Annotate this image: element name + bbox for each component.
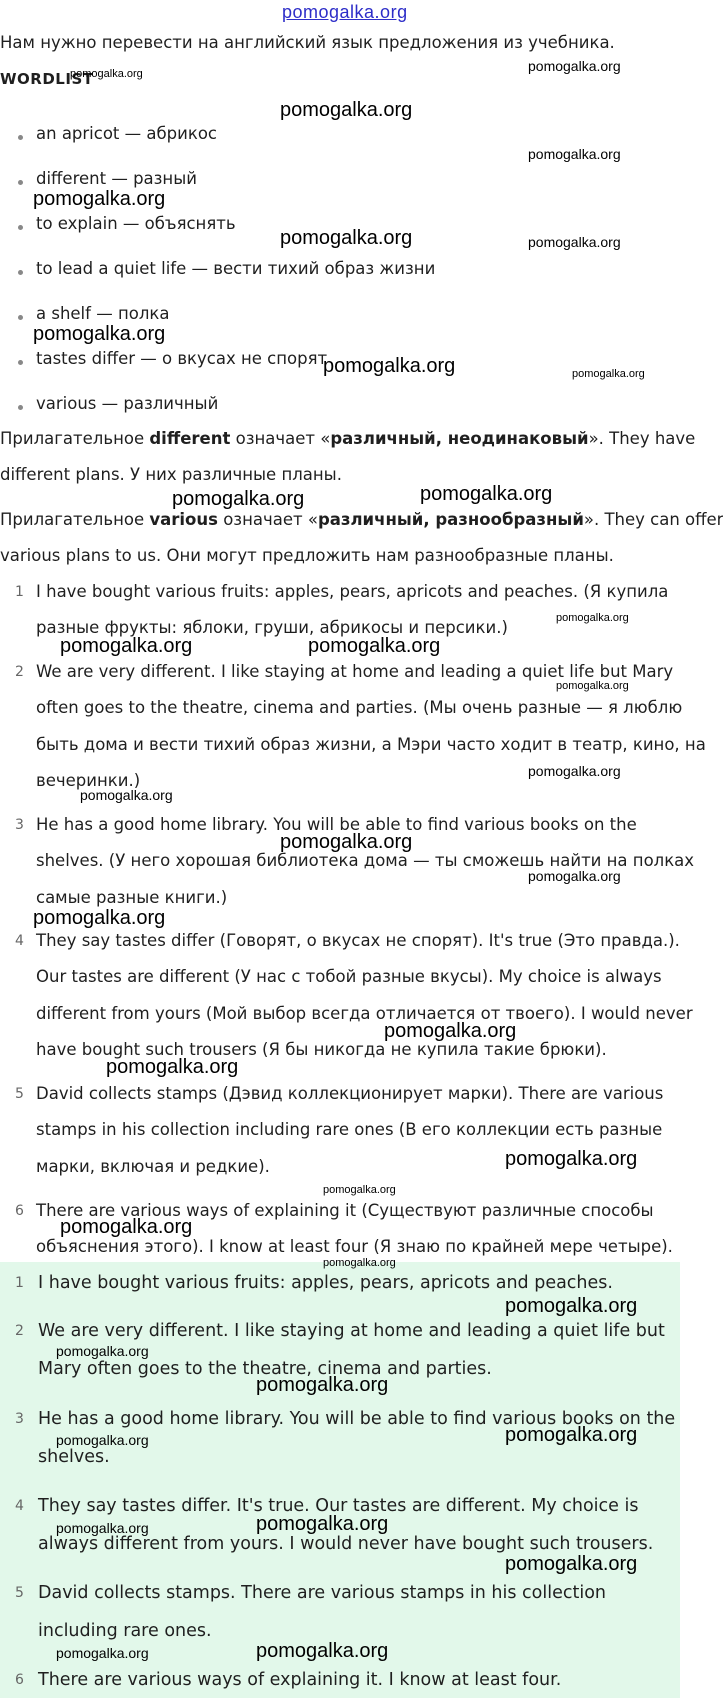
watermark: pomogalka.org — [528, 234, 621, 250]
watermark: pomogalka.org — [33, 323, 166, 345]
sentence-line: David collects stamps (Дэвид коллекционирует марки). There are various — [36, 1084, 664, 1103]
explanation-meaning: различный, разнообразный — [317, 510, 584, 529]
sentence-line: different from yours (Мой выбор всегда отличается от твоего). I would never — [36, 1004, 693, 1023]
sentence-line: марки, включая и редкие). — [36, 1157, 270, 1176]
watermark: pomogalka.org — [420, 483, 553, 505]
watermark: pomogalka.org — [56, 1520, 149, 1536]
watermark: pomogalka.org — [56, 1343, 149, 1359]
sentence-line: shelves. (У него хорошая библиотека дома — ты сможешь найти на полках — [36, 851, 695, 870]
watermark: pomogalka.org — [280, 99, 413, 121]
sentence-line: stamps in his collection including rare ones (В его коллекции есть разные — [36, 1120, 663, 1139]
sentence-number: 4 — [15, 933, 24, 949]
watermark: pomogalka.org — [280, 227, 413, 249]
watermark: pomogalka.org — [323, 355, 456, 377]
answer-line: always different from yours. I would never have bought such trousers. — [38, 1534, 654, 1554]
bullet-icon — [18, 135, 23, 140]
answer-number: 3 — [15, 1411, 24, 1427]
sentence-number: 5 — [15, 1086, 24, 1102]
site-link[interactable]: pomogalka.org — [282, 2, 408, 22]
explanation-various — [0, 510, 723, 529]
explanation-suffix: ». They can offer — [583, 510, 723, 529]
answer-number: 4 — [15, 1498, 24, 1514]
watermark: pomogalka.org — [280, 831, 413, 853]
watermark: pomogalka.org — [56, 1645, 149, 1661]
watermark: pomogalka.org — [256, 1374, 389, 1396]
answer-line: We are very different. I like staying at home and leading a quiet life but — [38, 1321, 665, 1341]
answer-line: I have bought various fruits: apples, pears, apricots and peaches. — [38, 1273, 613, 1293]
answer-line: including rare ones. — [38, 1621, 212, 1641]
wordlist-item: various — различный — [36, 394, 219, 413]
wordlist-heading: WORDLIST — [0, 70, 94, 88]
explanation-prefix: Прилагательное — [0, 429, 150, 448]
answer-number: 5 — [15, 1585, 24, 1601]
bullet-icon — [18, 270, 23, 275]
sentence-line: often goes to the theatre, cinema and parties. (Мы очень разные — я люблю — [36, 698, 683, 717]
explanation-meaning: различный, неодинаковый — [330, 429, 589, 448]
bullet-icon — [18, 315, 23, 320]
bullet-icon — [18, 360, 23, 365]
sentence-line: объяснения этого). I know at least four (Я знаю по крайней мере четыре). — [36, 1237, 673, 1256]
bullet-icon — [18, 405, 23, 410]
watermark: pomogalka.org — [60, 1216, 193, 1238]
intro-text: Нам нужно перевести на английский язык предложения из учебника. — [0, 33, 615, 52]
sentence-number: 2 — [15, 664, 24, 680]
watermark: pomogalka.org — [33, 907, 166, 929]
watermark: pomogalka.org — [106, 1056, 239, 1078]
answer-line: There are various ways of explaining it. I know at least four. — [38, 1670, 562, 1690]
explanation-mid: означает « — [217, 510, 318, 529]
watermark: pomogalka.org — [256, 1640, 389, 1662]
answer-number: 6 — [15, 1672, 24, 1688]
wordlist-item: an apricot — абрикос — [36, 124, 218, 143]
explanation-prefix: Прилагательное — [0, 510, 150, 529]
watermark: pomogalka.org — [80, 787, 173, 803]
watermark: pomogalka.org — [528, 763, 621, 779]
watermark: pomogalka.org — [505, 1148, 638, 1170]
watermark: pomogalka.org — [256, 1513, 389, 1535]
watermark: pomogalka.org — [528, 58, 621, 74]
answer-line: shelves. — [38, 1447, 110, 1467]
watermark: pomogalka.org — [556, 680, 629, 692]
sentence-line: самые разные книги.) — [36, 888, 228, 907]
sentence-number: 1 — [15, 584, 24, 600]
sentence-line: разные фрукты: яблоки, груши, абрикосы и персики.) — [36, 618, 508, 637]
sentence-line: There are various ways of explaining it (Существуют различные способы — [36, 1201, 654, 1220]
explanation-suffix: ». They have — [588, 429, 696, 448]
watermark: pomogalka.org — [172, 488, 305, 510]
wordlist-item: tastes differ — о вкусах не спорят — [36, 349, 328, 368]
answer-number: 2 — [15, 1323, 24, 1339]
wordlist-item: to explain — объяснять — [36, 214, 236, 233]
answer-line: David collects stamps. There are various stamps in his collection — [38, 1583, 606, 1603]
watermark: pomogalka.org — [323, 1257, 396, 1269]
watermark: pomogalka.org — [572, 368, 645, 380]
watermark: pomogalka.org — [384, 1020, 517, 1042]
answer-line: They say tastes differ. It's true. Our tastes are different. My choice is — [38, 1496, 639, 1516]
watermark: pomogalka.org — [308, 635, 441, 657]
wordlist-item: a shelf — полка — [36, 304, 170, 323]
watermark: pomogalka.org — [528, 868, 621, 884]
sentence-line: быть дома и вести тихий образ жизни, а Мэри часто ходит в театр, кино, на — [36, 735, 706, 754]
explanation-example: different plans. У них различные планы. — [0, 465, 342, 484]
watermark: pomogalka.org — [505, 1424, 638, 1446]
explanation-word: various — [149, 510, 218, 529]
watermark: pomogalka.org — [60, 635, 193, 657]
explanation-mid: означает « — [230, 429, 331, 448]
sentence-line: вечеринки.) — [36, 771, 141, 790]
sentence-line: Our tastes are different (У нас с тобой разные вкусы). My choice is always — [36, 967, 662, 986]
answer-number: 1 — [15, 1275, 24, 1291]
explanation-word: different — [149, 429, 231, 448]
watermark: pomogalka.org — [70, 68, 143, 80]
watermark: pomogalka.org — [505, 1295, 638, 1317]
watermark: pomogalka.org — [528, 146, 621, 162]
watermark: pomogalka.org — [323, 1184, 396, 1196]
wordlist-item: to lead a quiet life — вести тихий образ жизни — [36, 259, 436, 278]
sentence-line: have bought such trousers (Я бы никогда не купила такие брюки). — [36, 1040, 607, 1059]
watermark: pomogalka.org — [505, 1553, 638, 1575]
explanation-example: various plans to us. Они могут предложить нам разнообразные планы. — [0, 546, 614, 565]
sentence-line: I have bought various fruits: apples, pears, apricots and peaches. (Я купила — [36, 582, 669, 601]
answer-line: He has a good home library. You will be able to find various books on the — [38, 1409, 676, 1429]
sentence-number: 3 — [15, 817, 24, 833]
watermark: pomogalka.org — [556, 612, 629, 624]
answer-line: Mary often goes to the theatre, cinema and parties. — [38, 1359, 492, 1379]
sentence-line: They say tastes differ (Говорят, о вкусах не спорят). It's true (Это правда.). — [36, 931, 680, 950]
bullet-icon — [18, 225, 23, 230]
sentence-line: We are very different. I like staying at home and leading a quiet life but Mary — [36, 662, 674, 681]
explanation-different — [0, 429, 695, 448]
wordlist-item: different — разный — [36, 169, 197, 188]
watermark: pomogalka.org — [56, 1432, 149, 1448]
sentence-number: 6 — [15, 1203, 24, 1219]
bullet-icon — [18, 180, 23, 185]
watermark: pomogalka.org — [33, 188, 166, 210]
sentence-line: He has a good home library. You will be able to find various books on the — [36, 815, 637, 834]
